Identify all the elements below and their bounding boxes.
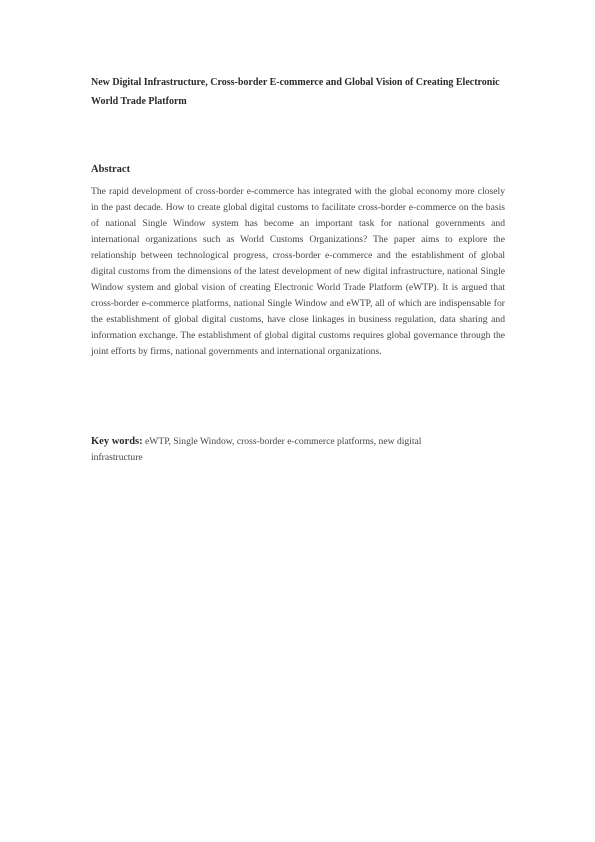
paper-title: New Digital Infrastructure, Cross-border E-commerce and Global Vision of Creating Electronic World Trade Platform xyxy=(91,77,500,107)
abstract-heading: Abstract xyxy=(91,164,131,175)
keywords-paragraph xyxy=(91,434,471,466)
abstract-text: The rapid development of cross-border e-commerce has integrated with the global economy more closely in the past decade. How to create global digital customs to facilitate cross-border e-commerce on the basis of national Single Window system has become an important task for national governments and international organizations such as World Customs Organizations? The paper aims to explore the relationship between technological progress, cross-border e-commerce and the establishment of global digital customs from the dimensions of the latest development of new digital infrastructure, national Single Window system and global vision of creating Electronic World Trade Platform (eWTP). It is argued that cross-border e-commerce platforms, national Single Window and eWTP, all of which are indispensable for the establishment of global digital customs, have close linkages in business regulation, data sharing and information exchange. The establishment of global digital customs requires global governance through the joint efforts by firms, national governments and international organizations. xyxy=(91,186,505,357)
keywords-text: eWTP, Single Window, cross-border e-commerce platforms, new digital infrastructure xyxy=(91,436,422,463)
keywords-label: Key words: xyxy=(91,436,143,447)
